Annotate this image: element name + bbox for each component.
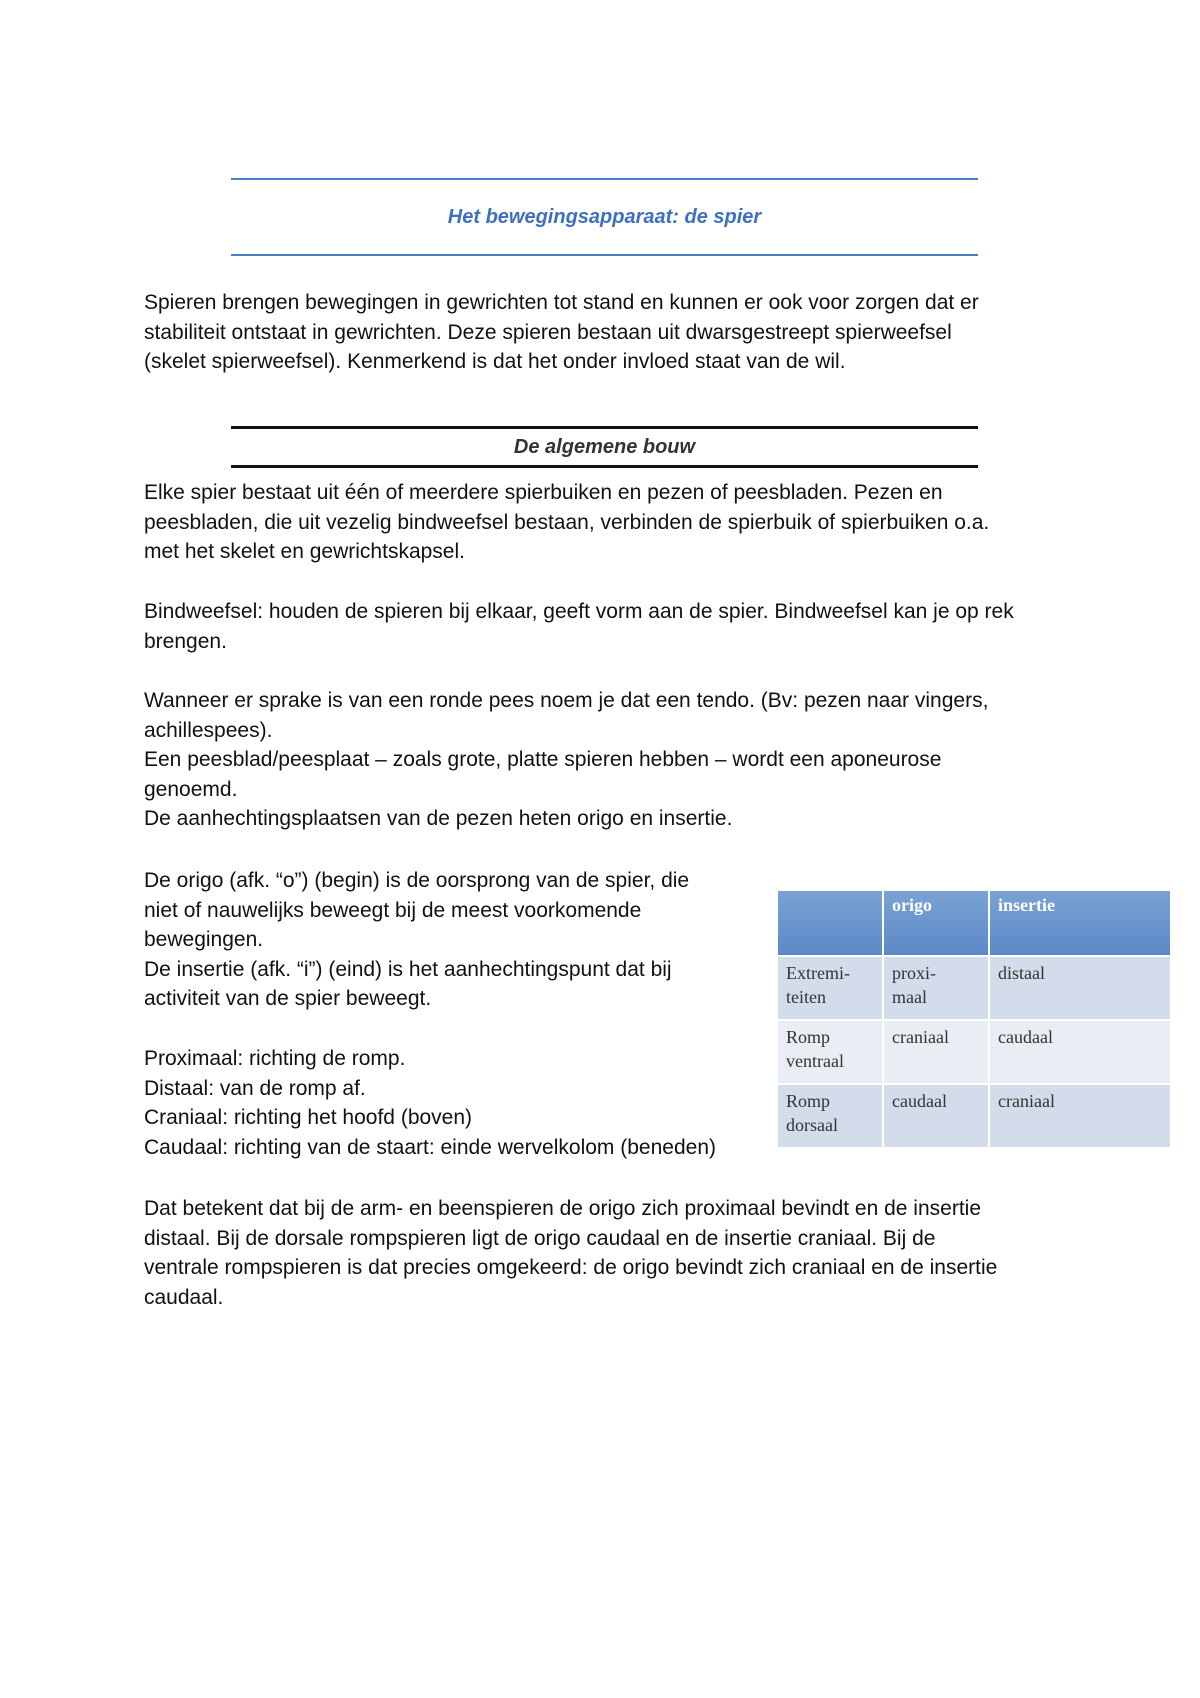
table-cell-insertie: distaal xyxy=(989,956,1171,1020)
table-cell-label xyxy=(778,1020,883,1084)
text-line: bewegingen. xyxy=(144,928,264,951)
text-line: stabiliteit ontstaat in gewrichten. Deze spieren bestaan uit dwarsgestreept spierweefsel xyxy=(144,320,952,344)
bindweefsel-paragraph xyxy=(144,597,1084,656)
text-line: Bindweefsel: houden de spieren bij elkaar, geeft vorm aan de spier. Bindweefsel kan je op rek xyxy=(144,600,1014,623)
text-line: Wanneer er sprake is van een ronde pees noem je dat een tendo. (Bv: pezen naar vingers, xyxy=(144,689,989,712)
origo-insertie-table xyxy=(778,891,1172,1149)
cell-line: maal xyxy=(892,987,927,1007)
text-line: activiteit van de spier beweegt. xyxy=(144,987,432,1010)
section-heading-block xyxy=(231,426,978,468)
table-header-cell: insertie xyxy=(989,891,1171,956)
intro-paragraph xyxy=(144,288,1084,377)
table-row xyxy=(778,1020,1171,1084)
table-cell-insertie: craniaal xyxy=(989,1084,1171,1148)
text-line: Spieren brengen bewegingen in gewrichten tot stand en kunnen er ook voor zorgen dat er xyxy=(144,291,979,314)
text-line: niet of nauwelijks beweegt bij de meest voorkomende xyxy=(144,898,642,922)
text-line: distaal. Bij de dorsale rompspieren ligt de origo caudaal en de insertie craniaal. Bij de xyxy=(144,1226,936,1250)
cell-line: proxi- xyxy=(892,963,936,983)
cell-line: ventraal xyxy=(786,1051,844,1071)
text-line: De insertie (afk. “i”) (eind) is het aanhechtingspunt dat bij xyxy=(144,957,672,981)
text-line: De aanhechtingsplaatsen van de pezen heten origo en insertie. xyxy=(144,807,733,830)
table-cell-label xyxy=(778,1084,883,1148)
text-line: achillespees). xyxy=(144,718,273,742)
table-row xyxy=(778,1084,1171,1148)
text-line: genoemd. xyxy=(144,777,238,801)
text-line: De origo (afk. “o”) (begin) is de oorsprong van de spier, die xyxy=(144,869,690,892)
text-line: met het skelet en gewrichtskapsel. xyxy=(144,540,465,563)
origo-paragraph xyxy=(144,866,764,1014)
table-cell-origo xyxy=(883,1084,989,1148)
text-line: Craniaal: richting het hoofd (boven) xyxy=(144,1106,473,1129)
text-line: caudaal. xyxy=(144,1285,224,1309)
cell-line: dorsaal xyxy=(786,1115,838,1135)
text-line: Distaal: van de romp af. xyxy=(144,1076,366,1100)
cell-line: teiten xyxy=(786,987,826,1007)
table-header-cell: origo xyxy=(883,891,989,956)
richtingen-paragraph xyxy=(144,1044,764,1162)
table-cell-origo xyxy=(883,1020,989,1084)
cell-line: Romp xyxy=(786,1027,831,1047)
text-line: brengen. xyxy=(144,629,227,653)
table-cell-insertie: caudaal xyxy=(989,1020,1171,1084)
text-line: ventrale rompspieren is dat precies omgekeerd: de origo bevindt zich craniaal en de insertie xyxy=(144,1256,998,1279)
cell-line: Romp xyxy=(786,1091,831,1111)
table-cell-label xyxy=(778,956,883,1020)
text-line: Dat betekent dat bij de arm- en beenspieren de origo zich proximaal bevindt en de insertie xyxy=(144,1197,981,1220)
text-line: Proximaal: richting de romp. xyxy=(144,1047,406,1070)
table-cell-origo xyxy=(883,956,989,1020)
cell-line: caudaal xyxy=(892,1091,947,1111)
section-title: De algemene bouw xyxy=(513,435,696,458)
bouw-paragraph xyxy=(144,478,1084,567)
text-line: Caudaal: richting van de staart: einde wervelkolom (beneden) xyxy=(144,1135,716,1159)
text-line: Een peesblad/peesplaat – zoals grote, platte spieren hebben – wordt een aponeurose xyxy=(144,748,942,771)
title-block xyxy=(231,178,978,256)
pezen-paragraph xyxy=(144,686,1084,834)
conclusie-paragraph xyxy=(144,1194,1084,1312)
text-line: peesbladen, die uit vezelig bindweefsel bestaan, verbinden de spierbuik of spierbuiken o.a. xyxy=(144,510,990,534)
table-header-cell xyxy=(778,891,883,956)
table-header-row xyxy=(778,891,1171,956)
cell-line: Extremi- xyxy=(786,963,850,983)
text-line: Elke spier bestaat uit één of meerdere spierbuiken en pezen of peesbladen. Pezen en xyxy=(144,481,943,504)
page-title: Het bewegingsapparaat: de spier xyxy=(447,205,762,228)
table-row xyxy=(778,956,1171,1020)
text-line: (skelet spierweefsel). Kenmerkend is dat het onder invloed staat van de wil. xyxy=(144,350,846,373)
cell-line: craniaal xyxy=(892,1027,949,1047)
